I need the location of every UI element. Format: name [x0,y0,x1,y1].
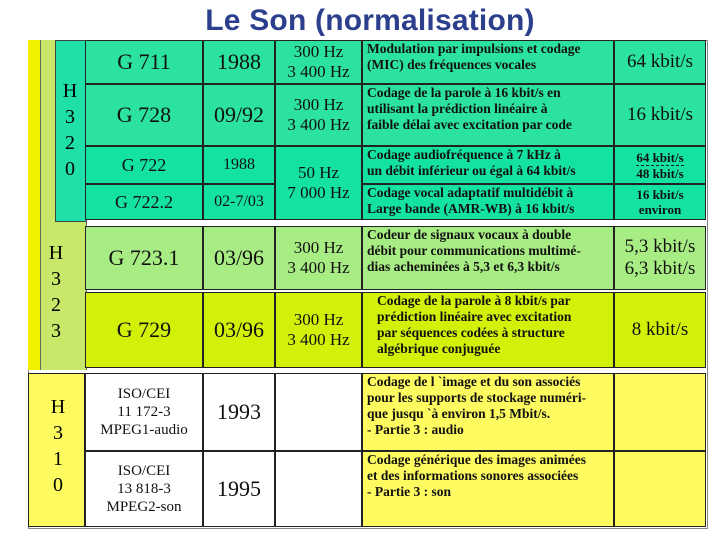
group-letter: 1 [53,448,63,470]
group-letter: H [50,396,66,418]
desc-line: Codage de la parole à 8 kbit/s par [377,293,571,308]
group-letter: 3 [51,320,61,342]
desc-line: algébrique conjuguée [377,341,501,356]
desc-line: Modulation par impulsions et codage [367,41,581,56]
g711-code [85,40,203,84]
desc-line: pour les supports de stockage numéri- [367,390,587,405]
g722-rate [614,146,706,184]
rate-text: 8 kbit/s [631,319,689,340]
g728-rate [614,84,706,146]
mpeg1-freq-empty [275,373,362,451]
g711-date [203,40,275,84]
group-label-h323 [42,240,70,344]
rate-text: 5,3 kbit/s [624,236,696,257]
g7222-desc [362,184,614,220]
group-letter: H [48,242,64,264]
date-text: 1993 [217,399,261,424]
iso-line: MPEG1-audio [100,422,188,438]
desc-line: - Partie 3 : audio [367,422,464,437]
desc-line: Codage audiofréquence à 7 kHz à [367,147,561,162]
g7231-desc [362,226,614,290]
iso-line: 13 818-3 [117,481,171,497]
iso-line: MPEG2-son [106,499,182,515]
desc-line: par séquences codées à structure [377,325,565,340]
g711-desc [362,40,614,84]
mpeg1-code [85,373,203,451]
code-text: G 722 [121,154,167,175]
g728-freq [275,84,362,146]
g722-freq [275,146,362,220]
desc-line: débit pour communications multimé- [367,243,581,258]
g728-code [85,84,203,146]
g722-date [203,146,275,184]
group-letter: 0 [53,474,63,496]
g7222-date [203,184,275,220]
date-text: 03/96 [213,317,265,342]
freq-line: 50 Hz [297,163,340,182]
desc-line: Codeur de signaux vocaux à double [367,227,572,242]
rate-text: 64 kbit/s [636,149,684,165]
group-label-h310 [44,394,72,498]
iso-line: 11 172-3 [117,404,171,420]
g7231-code [85,226,203,290]
code-text: G 722.2 [115,191,173,212]
group-letter: 3 [51,268,61,290]
desc-line: Codage de l `image et du son associés [367,374,581,389]
desc-line: Codage vocal adaptatif multidébit à [367,185,574,200]
freq-line: 3 400 Hz [287,330,350,349]
rate-text: 6,3 kbit/s [624,258,696,279]
date-text: 1988 [217,49,261,74]
g728-date [203,84,275,146]
mpeg2-rate-empty [614,451,706,527]
mpeg2-code [85,451,203,527]
rate-text: 16 kbit/s [627,104,693,125]
mpeg1-rate-empty [614,373,706,451]
rate-text: 16 kbit/s [636,187,684,202]
iso-line: ISO/CEI [117,386,171,402]
g729-freq [275,292,362,368]
g729-desc [362,292,614,368]
left-strip [28,40,40,370]
mpeg2-freq-empty [275,451,362,527]
group-letter: 3 [53,422,63,444]
g728-desc [362,84,614,146]
code-text: G 728 [116,102,172,127]
g729-code [85,292,203,368]
freq-line: 7 000 Hz [287,183,350,202]
mpeg1-date [203,373,275,451]
freq-line: 300 Hz [293,42,344,61]
desc-line: - Partie 3 : son [367,484,451,499]
group-letter: 2 [65,132,75,154]
freq-line: 3 400 Hz [287,258,350,277]
g722-desc [362,146,614,184]
slide-title: Le Son (normalisation) [205,4,535,37]
freq-line: 300 Hz [293,310,344,329]
code-text: G 711 [117,49,171,74]
desc-line: que jusqu `à environ 1,5 Mbit/s. [367,406,551,421]
g7222-rate [614,184,706,220]
g7222-code [85,184,203,220]
desc-line: prédiction linéaire avec excitation [377,309,572,324]
rate-text: 64 kbit/s [627,51,693,72]
desc-line: utilisant la prédiction linéaire à [367,101,548,116]
group-letter: H [62,80,78,102]
date-text: 09/92 [213,102,265,127]
group-letter: 0 [65,158,75,180]
g7231-rate [614,226,706,290]
mpeg1-desc [362,373,614,451]
group-label-h320 [56,78,84,182]
g729-date [203,292,275,368]
rate-text: environ [638,202,682,217]
g729-rate [614,292,706,368]
g722-code [85,146,203,184]
iso-line: ISO/CEI [117,463,171,479]
rate-text: 48 kbit/s [636,165,684,181]
desc-line: Codage de la parole à 16 kbit/s en [367,85,561,100]
desc-line: Large bande (AMR-WB) à 16 kbit/s [367,201,575,216]
g7231-date [203,226,275,290]
code-text: G 723.1 [108,245,180,270]
desc-line: Codage générique des images animées [367,452,586,467]
mpeg2-desc [362,451,614,527]
group-letter: 2 [51,294,61,316]
g711-rate [614,40,706,84]
desc-line: un débit inférieur ou égal à 64 kbit/s [367,163,576,178]
date-text: 03/96 [213,245,265,270]
mpeg2-date [203,451,275,527]
g711-freq [275,40,362,84]
group-letter: 3 [65,106,75,128]
g7231-freq [275,226,362,290]
desc-line: faible délai avec excitation par code [367,117,572,132]
desc-line: et des informations sonores associées [367,468,579,483]
desc-line: dias acheminées à 5,3 et 6,3 kbit/s [367,259,560,274]
code-text: G 729 [116,317,172,342]
date-text: 1995 [217,476,261,501]
freq-line: 3 400 Hz [287,62,350,81]
date-text: 1988 [223,156,255,173]
freq-line: 3 400 Hz [287,115,350,134]
desc-line: (MIC) des fréquences vocales [367,57,537,72]
freq-line: 300 Hz [293,238,344,257]
freq-line: 300 Hz [293,95,344,114]
date-text: 02-7/03 [214,193,264,210]
